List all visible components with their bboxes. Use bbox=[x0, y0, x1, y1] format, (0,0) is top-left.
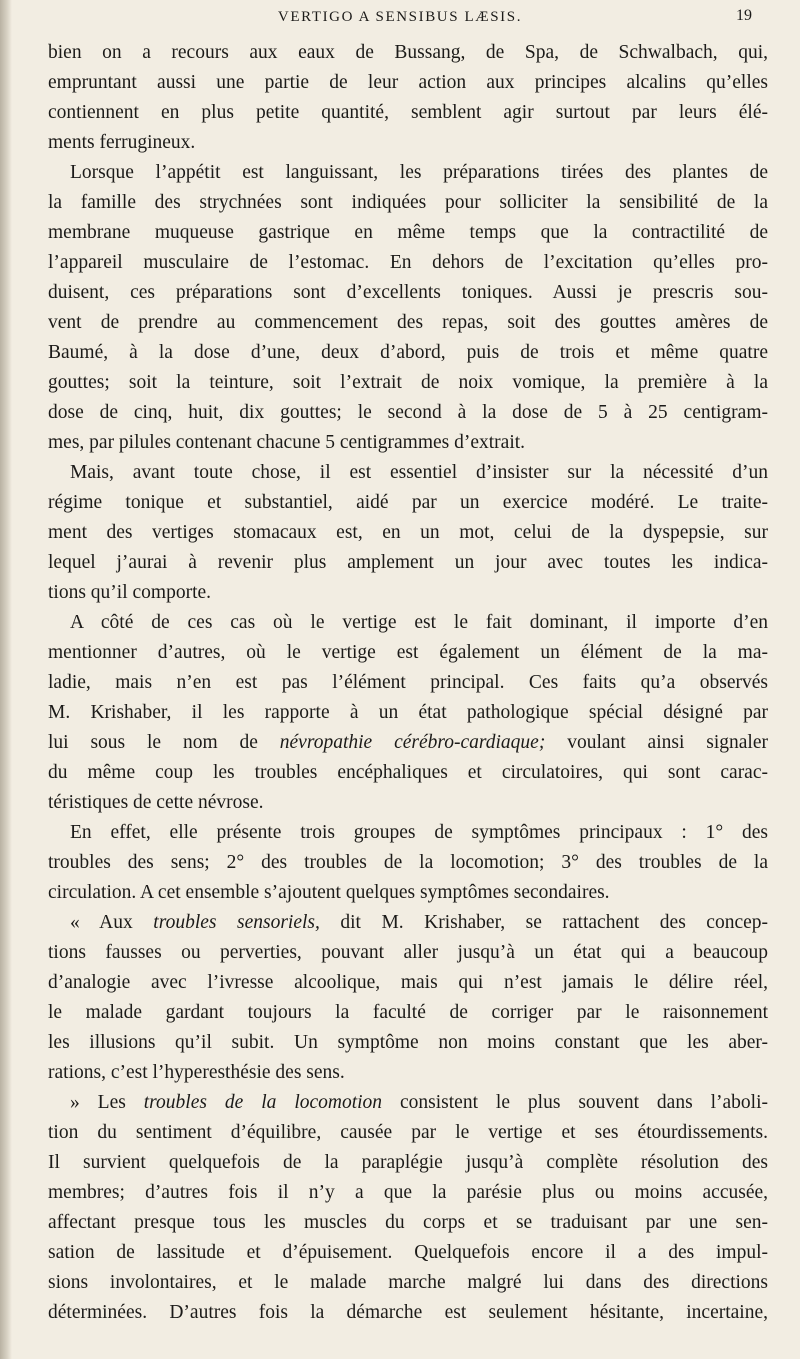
text-line-segment: affectant presque tous les muscles du corps et se traduisant par une sen- bbox=[48, 1212, 768, 1233]
text-line bbox=[48, 128, 768, 158]
text-line bbox=[48, 158, 768, 188]
text-line-segment: consistent le plus souvent dans l’aboli- bbox=[382, 1092, 768, 1113]
text-line-segment: Mais, avant toute chose, il est essentiel d’insister sur la nécessité d’un bbox=[70, 462, 768, 483]
text-line bbox=[48, 308, 768, 338]
text-line bbox=[48, 38, 768, 68]
text-line bbox=[48, 1268, 768, 1298]
text-line-segment: Il survient quelquefois de la paraplégie jusqu’à complète résolution des bbox=[48, 1152, 768, 1173]
text-line-segment: lui sous le nom de bbox=[48, 732, 280, 753]
text-line-segment: mentionner d’autres, où le vertige est également un élément de la ma- bbox=[48, 642, 768, 663]
text-line-segment: membrane muqueuse gastrique en même temps que la contractilité de bbox=[48, 222, 768, 243]
text-line bbox=[48, 848, 768, 878]
text-line bbox=[48, 818, 768, 848]
italic-term: troubles de la locomotion bbox=[143, 1092, 383, 1113]
page-spine-shadow bbox=[0, 0, 12, 1359]
text-line-segment: les illusions qu’il subit. Un symptôme non moins constant que les aber- bbox=[48, 1032, 768, 1053]
text-line-segment: bien on a recours aux eaux de Bussang, de Spa, de Schwalbach, qui, bbox=[48, 42, 768, 63]
text-line-segment: voulant ainsi signaler bbox=[545, 732, 768, 753]
text-line-segment: Lorsque l’appétit est languissant, les préparations tirées des plantes de bbox=[70, 162, 768, 183]
text-line bbox=[48, 998, 768, 1028]
text-line bbox=[48, 878, 768, 908]
text-line bbox=[48, 68, 768, 98]
text-line-segment: M. Krishaber, il les rapporte à un état pathologique spécial désigné par bbox=[48, 702, 768, 723]
text-line-segment: tions qu’il comporte. bbox=[48, 582, 212, 603]
text-line bbox=[48, 1178, 768, 1208]
text-line bbox=[48, 668, 768, 698]
text-line bbox=[48, 458, 768, 488]
text-line-segment: téristiques de cette névrose. bbox=[48, 792, 264, 813]
text-line bbox=[48, 1238, 768, 1268]
text-line-segment: empruntant aussi une partie de leur action aux principes alcalins qu’elles bbox=[48, 72, 768, 93]
text-line-segment: mes, par pilules contenant chacune 5 centigrammes d’extrait. bbox=[48, 432, 526, 453]
italic-term: troubles sensoriels, bbox=[153, 912, 320, 933]
running-title: VERTIGO A SENSIBUS LÆSIS. bbox=[277, 9, 523, 25]
text-line-segment: rations, c’est l’hyperesthésie des sens. bbox=[48, 1062, 345, 1083]
text-line bbox=[48, 1028, 768, 1058]
text-line bbox=[48, 248, 768, 278]
text-line bbox=[48, 218, 768, 248]
text-line-segment: En effet, elle présente trois groupes de symptômes principaux : 1° des bbox=[70, 822, 768, 843]
text-line-segment: sation de lassitude et d’épuisement. Quelquefois encore il a des impul- bbox=[48, 1242, 768, 1263]
text-line-segment: « Aux bbox=[70, 912, 154, 933]
text-line-segment: ladie, mais n’en est pas l’élément principal. Ces faits qu’a observés bbox=[48, 672, 768, 693]
text-line-segment: ments ferrugineux. bbox=[48, 132, 196, 153]
text-line-segment: dit M. Krishaber, se rattachent des concep- bbox=[319, 912, 768, 933]
text-line-segment: lequel j’aurai à revenir plus amplement un jour avec toutes les indica- bbox=[48, 552, 768, 573]
text-line-segment: d’analogie avec l’ivresse alcoolique, mais qui n’est jamais le délire réel, bbox=[48, 972, 768, 993]
text-line-segment: la famille des strychnées sont indiquées pour solliciter la sensibilité de la bbox=[48, 192, 768, 213]
text-line bbox=[48, 1298, 768, 1328]
text-line bbox=[48, 398, 768, 428]
text-line-segment: le malade gardant toujours la faculté de corriger par le raisonnement bbox=[48, 1002, 768, 1023]
text-line bbox=[48, 368, 768, 398]
text-line-segment: tions fausses ou perverties, pouvant aller jusqu’à un état qui a beaucoup bbox=[48, 942, 768, 963]
text-line bbox=[48, 548, 768, 578]
text-line-segment: contiennent en plus petite quantité, semblent agir surtout par leurs élé- bbox=[48, 102, 768, 123]
text-line bbox=[48, 98, 768, 128]
text-line bbox=[48, 1208, 768, 1238]
text-line bbox=[48, 428, 768, 458]
text-line bbox=[48, 578, 768, 608]
text-line bbox=[48, 698, 768, 728]
text-line bbox=[48, 488, 768, 518]
italic-term: névropathie cérébro-cardiaque; bbox=[279, 732, 546, 753]
text-line bbox=[48, 338, 768, 368]
text-line bbox=[48, 1118, 768, 1148]
text-line bbox=[48, 1088, 768, 1118]
text-line bbox=[48, 638, 768, 668]
text-line bbox=[48, 518, 768, 548]
text-line bbox=[48, 788, 768, 818]
text-line-segment: » Les bbox=[70, 1092, 144, 1113]
text-line-segment: troubles des sens; 2° des troubles de la locomotion; 3° des troubles de la bbox=[48, 852, 768, 873]
running-head bbox=[0, 0, 800, 40]
text-line bbox=[48, 1058, 768, 1088]
text-line-segment: gouttes; soit la teinture, soit l’extrait de noix vomique, la première à la bbox=[48, 372, 768, 393]
text-line-segment: du même coup les troubles encéphaliques et circulatoires, qui sont carac- bbox=[48, 762, 768, 783]
text-line bbox=[48, 278, 768, 308]
text-line bbox=[48, 608, 768, 638]
text-line-segment: Baumé, à la dose d’une, deux d’abord, puis de trois et même quatre bbox=[48, 342, 768, 363]
text-line-segment: régime tonique et substantiel, aidé par un exercice modéré. Le traite- bbox=[48, 492, 768, 513]
text-line-segment: vent de prendre au commencement des repas, soit des gouttes amères de bbox=[48, 312, 768, 333]
text-line-segment: sions involontaires, et le malade marche malgré lui dans des directions bbox=[48, 1272, 768, 1293]
text-line-segment: ment des vertiges stomacaux est, en un mot, celui de la dyspepsie, sur bbox=[48, 522, 768, 543]
text-line-segment: déterminées. D’autres fois la démarche est seulement hésitante, incertaine, bbox=[48, 1302, 768, 1323]
text-line bbox=[48, 758, 768, 788]
text-line bbox=[48, 728, 768, 758]
text-line-segment: dose de cinq, huit, dix gouttes; le second à la dose de 5 à 25 centigram- bbox=[48, 402, 768, 423]
text-line bbox=[48, 938, 768, 968]
text-line-segment: tion du sentiment d’équilibre, causée par le vertige et ses étourdissements. bbox=[48, 1122, 768, 1143]
text-line-segment: duisent, ces préparations sont d’excellents toniques. Aussi je prescris sou- bbox=[48, 282, 768, 303]
text-line bbox=[48, 908, 768, 938]
text-line-segment: circulation. A cet ensemble s’ajoutent quelques symptômes secondaires. bbox=[48, 882, 610, 903]
text-line bbox=[48, 188, 768, 218]
text-line-segment: A côté de ces cas où le vertige est le fait dominant, il importe d’en bbox=[70, 612, 768, 633]
text-line-segment: l’appareil musculaire de l’estomac. En dehors de l’excitation qu’elles pro- bbox=[48, 252, 768, 273]
text-line bbox=[48, 1148, 768, 1178]
text-line bbox=[48, 968, 768, 998]
text-line-segment: membres; d’autres fois il n’y a que la parésie plus ou moins accusée, bbox=[48, 1182, 768, 1203]
page-number: 19 bbox=[736, 7, 752, 24]
